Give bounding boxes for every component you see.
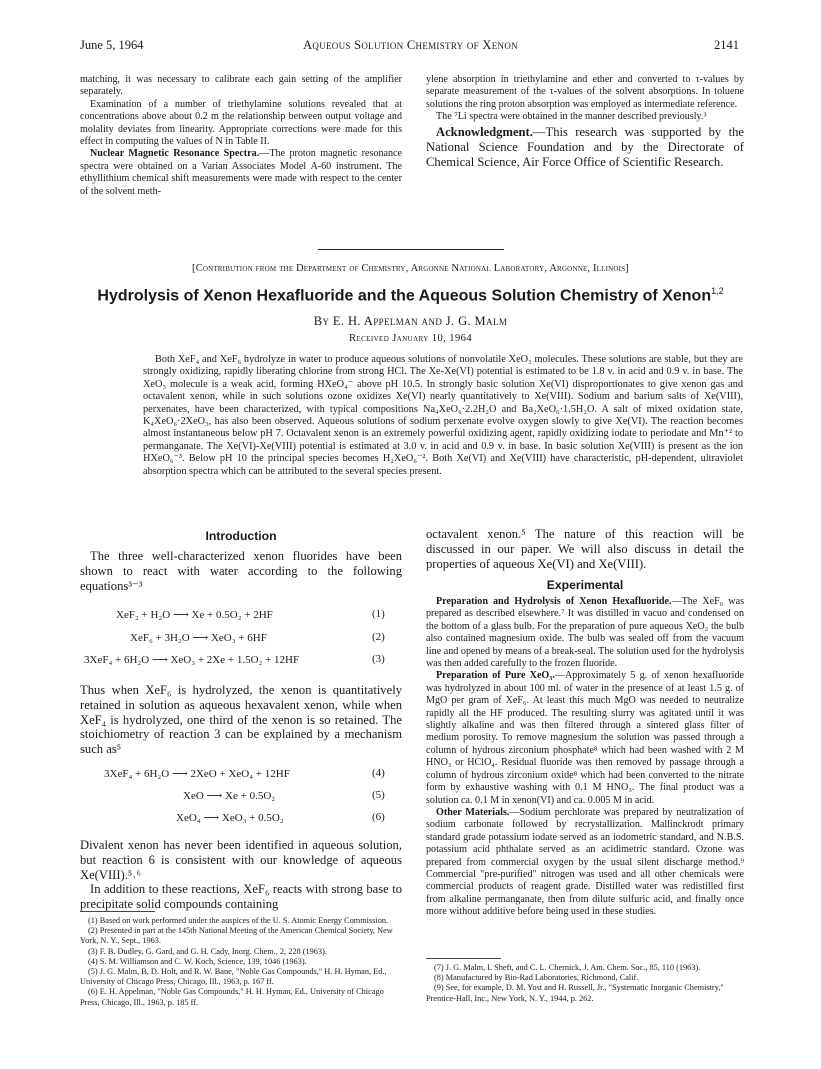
authors: By E. H. Appelman and J. G. Malm: [313, 314, 508, 328]
equation-number: (3): [372, 653, 385, 665]
header-date: June 5, 1964: [80, 38, 144, 52]
paragraph: In addition to these reactions, XeF₆ reacts with strong base to precipitate solid compounds containing: [80, 882, 402, 912]
right-paragraph-1: [426, 527, 744, 571]
experimental-heading: Experimental: [546, 578, 624, 592]
acknowledgment-heading: Acknowledgment.: [436, 124, 533, 139]
paragraph: The three well-characterized xenon fluorides have been shown to react with water according to the following equations³⁻³: [80, 549, 402, 593]
paragraph-text: —The proton magnetic resonance spectra were obtained on a Varian Associates Model A-60 instrument. The ethyllithium chemical shift measurements were made with respect to the center of the solvent meth-: [80, 148, 402, 197]
footnote-rule: [80, 911, 155, 912]
page-number: 2141: [714, 38, 739, 52]
prep-paragraph: [426, 596, 744, 670]
paragraph: ylene absorption in triethylamine and ether and converted to τ-values by separate measurement of the τ-values of the solvent absorptions. In toluene solutions the ring proton absorption was employed as intermediate reference.: [426, 74, 744, 110]
footnote: (3) F. B. Dudley, G. Gard, and G. H. Cady, Inorg. Chem., 2, 228 (1963).: [88, 946, 327, 956]
equation-1: XeF₂ + H₂O ⟶ Xe + 0.5O₂ + 2HF: [116, 609, 273, 621]
article-title-text: Hydrolysis of Xenon Hexafluoride and the Aqueous Solution Chemistry of Xenon: [97, 287, 712, 305]
top-right-column: [426, 74, 744, 170]
section-run-in-heading: Preparation of Pure XeO₃.: [436, 670, 555, 682]
equation-4: 3XeF₄ + 6H₂O ⟶ 2XeO + XeO₄ + 12HF: [104, 768, 290, 780]
acknowledgment-text: —This research was supported by the National Science Foundation and by the Directorate of Chemical Science, Air Force Office of Scientific Research.: [426, 124, 744, 170]
pure-xeo3-paragraph: [426, 670, 744, 806]
intro-paragraph-2: [80, 683, 402, 757]
contribution-line: [Contribution from the Department of Chemistry, Argonne National Laboratory, Argonne, Illinois]: [192, 263, 629, 274]
section-run-in-heading: Other Materials.: [436, 806, 510, 818]
introduction-heading: Introduction: [205, 529, 277, 543]
experimental-body: [426, 596, 744, 919]
running-title: Aqueous Solution Chemistry of Xenon: [303, 38, 518, 52]
paragraph-text: —The XeF₆ was prepared as described elsewhere.⁷ It was distilled in vacuo and condensed on the bottom of a glass bulb. For the preparation of pure aqueous XeO₃ the bulb also contained magnesium oxide. The bulb was sealed off from the vacuum line and opened by means of a break-seal. The solution used for the hydrolysis was then added carefully to the frozen fluoride.: [426, 596, 744, 670]
intro-paragraph-3: [80, 838, 402, 912]
footnote: (2) Presented in part at the 145th National Meeting of the American Chemical Society, New York, N. Y., Sept., 1963.: [80, 926, 393, 946]
separator-rule: [318, 249, 504, 250]
acknowledgment: [426, 125, 744, 171]
footnote-rule: [426, 958, 501, 959]
footnotes-right: [426, 963, 744, 1004]
footnote: (1) Based on work performed under the auspices of the U. S. Atomic Energy Commission.: [88, 916, 389, 925]
equation-number: (6): [372, 811, 385, 823]
equation-3: 3XeF₄ + 6H₂O ⟶ XeO₃ + 2Xe + 1.5O₂ + 12HF: [84, 654, 300, 666]
equation-number: (2): [372, 631, 385, 643]
paragraph-text: —Sodium perchlorate was prepared by neutralization of sodium carbonate followed by recrystallization. Mallinckrodt primary standard grade potassium iodate served as an iodometric standard, and N.B.S. potassium acid phthalate served as an acidimetric standard. Ozone was prepared from commercial oxygen by the usual silent discharge method.⁹ Commercial "pre-purified" nitrogen was used and all other chemicals were commercial products of reagent grade. Distilled water was redistilled first from alkaline permanganate, then from dilute sulfuric acid, and finally once more without additive before being used in these studies.: [426, 806, 745, 918]
footnote: (4) S. M. Williamson and C. W. Koch, Science, 139, 1046 (1963).: [88, 956, 307, 966]
equation-number: (1): [372, 608, 385, 620]
footnote: (6) E. H. Appelman, "Noble Gas Compounds," H. H. Hyman, Ed., University of Chicago Press, Chicago, Ill., 1963, p. 185 ff.: [80, 987, 384, 1007]
paragraph: Thus when XeF₆ is hydrolyzed, the xenon is quantitatively retained in solution as aqueous hexavalent xenon, while when XeF₄ is hydrolyzed, one third of the xenon is so retained. The stoichiometry of reaction 3 can be explained by a mechanism such as⁵: [80, 683, 402, 757]
abstract-text: Both XeF₄ and XeF₆ hydrolyze in water to produce aqueous solutions of nonvolatile XeO₃ molecules. These solutions are stable, but they are strongly oxidizing, rapidly liberating chlorine from strong HCl. The Xe-Xe(VI) potential is estimated to be 1.8 v. in acid and 0.9 v. in base. The XeO₃ molecule is a weak acid, forming HXeO₄⁻ above pH 10.5. In strongly basic solution Xe(VI) disproportionates to give xenon gas and octavalent xenon, while in such solutions ozone oxidizes Xe(VI) nearly quantitatively to Xe(VIII). Sodium and barium salts of Xe(VIII), perxenates, have been characterized, with typical compositions Na₄XeO₆·2.2H₂O and Ba₂XeO₆·1.5H₂O. A salt of mixed oxidation state, K₄XeO₆·2XeO₃, has also been observed. Aqueous solutions of sodium perxenate evolve oxygen slowly to give Xe(VI). The reaction becomes almost instantaneous below pH 7. Octavalent xenon is an extremely powerful oxidizing agent, rapidly oxidizing iodate to periodate and Mn⁺² to permanganate. The Xe(VI)-Xe(VIII) potential is estimated at 3.0 v. in acid and 0.9 v. in base. In basic solution Xe(VIII) is present as the ion HXeO₆⁻³. Below pH 10 the principal species becomes H₂XeO₆⁻². Both Xe(VI) and Xe(VIII) have characteristic, pH-dependent, ultraviolet absorption spectra which can be attributed to the several species present.: [143, 354, 743, 477]
intro-paragraph-1: [80, 549, 402, 593]
title-footnote-marker: 1,2: [711, 286, 724, 296]
footnote: (8) Manufactured by Bio-Rad Laboratories, Richmond, Calif.: [434, 973, 639, 983]
footnote: (9) See, for example, D. M. Yost and H. Russell, Jr., "Systematic Inorganic Chemistry," Prentice-Hall, Inc., New York, N. Y., 1944, p. 262.: [426, 983, 724, 1003]
top-left-column: [80, 74, 402, 198]
abstract: [143, 354, 743, 478]
equation-number: (5): [372, 789, 385, 801]
section-run-in-heading: Preparation and Hydrolysis of Xenon Hexafluoride.: [436, 596, 672, 607]
footnote: (7) J. G. Malm, I. Sheft, and C. L. Chernick, J. Am. Chem. Soc., 85, 110 (1963).: [434, 963, 701, 972]
equation-2: XeF₆ + 3H₂O ⟶ XeO₃ + 6HF: [130, 632, 267, 644]
equation-6: XeO₄ ⟶ XeO₃ + 0.5O₂: [176, 812, 284, 824]
section-run-in-heading: Nuclear Magnetic Resonance Spectra.: [90, 148, 260, 160]
received-date: Received January 10, 1964: [348, 333, 473, 344]
footnotes-left: [80, 916, 402, 1008]
equation-number: (4): [372, 767, 385, 779]
paragraph: Examination of a number of triethylamine solutions revealed that at concentrations above about 0.2 m the relationship between output voltage and molality deviates from linearity. Appropriate corrections were made for this effect in computing the values of N in Table II.: [80, 98, 402, 148]
paragraph: matching, it was necessary to calibrate each gain setting of the amplifier separately.: [80, 74, 402, 98]
footnote: (5) J. G. Malm, B. D. Holt, and R. W. Bane, "Noble Gas Compounds," H. H. Hyman, Ed., University of Chicago Press, Chicago, Ill., 1963, p. 167 ff.: [80, 967, 387, 987]
article-title: [0, 286, 821, 305]
other-materials-paragraph: [426, 807, 744, 919]
paragraph-text: —Approximately 5 g. of xenon hexafluoride was hydrolyzed in about 100 ml. of water in the presence of at least 1.5 g. of MgO per gram of XeF₆. At least this much MgO was needed to neutralize rapidly all the HF produced. The resulting slurry was agitated until it was slightly alkaline and was then filtered through a sintered glass filter of medium porosity. To remove magnesium the solution was passed through a column of hydrous zirconium phosphate⁸ which had been washed with 2 M HNO₃ or HClO₄. Residual fluoride was then removed by passage through a column of hydrous zirconium oxide⁸ which had been converted to the nitrate form by exhaustive washing with 0.1 M HNO₃. The final product was a solution ca. 0.1 M in xenon(VI) and ca. 0.005 M in acid.: [426, 670, 744, 806]
paragraph: Divalent xenon has never been identified in aqueous solution, but reaction 6 is consistent with our knowledge of aqueous Xe(VIII).⁵˒⁶: [80, 838, 402, 882]
nmr-paragraph: [80, 148, 402, 198]
equation-5: XeO ⟶ Xe + 0.5O₂: [183, 790, 276, 802]
paragraph: The ⁷Li spectra were obtained in the manner described previously.³: [436, 111, 707, 123]
paragraph: octavalent xenon.⁵ The nature of this reaction will be discussed in our paper. We will also discuss in detail the properties of aqueous Xe(VI) and Xe(VIII).: [426, 527, 744, 571]
